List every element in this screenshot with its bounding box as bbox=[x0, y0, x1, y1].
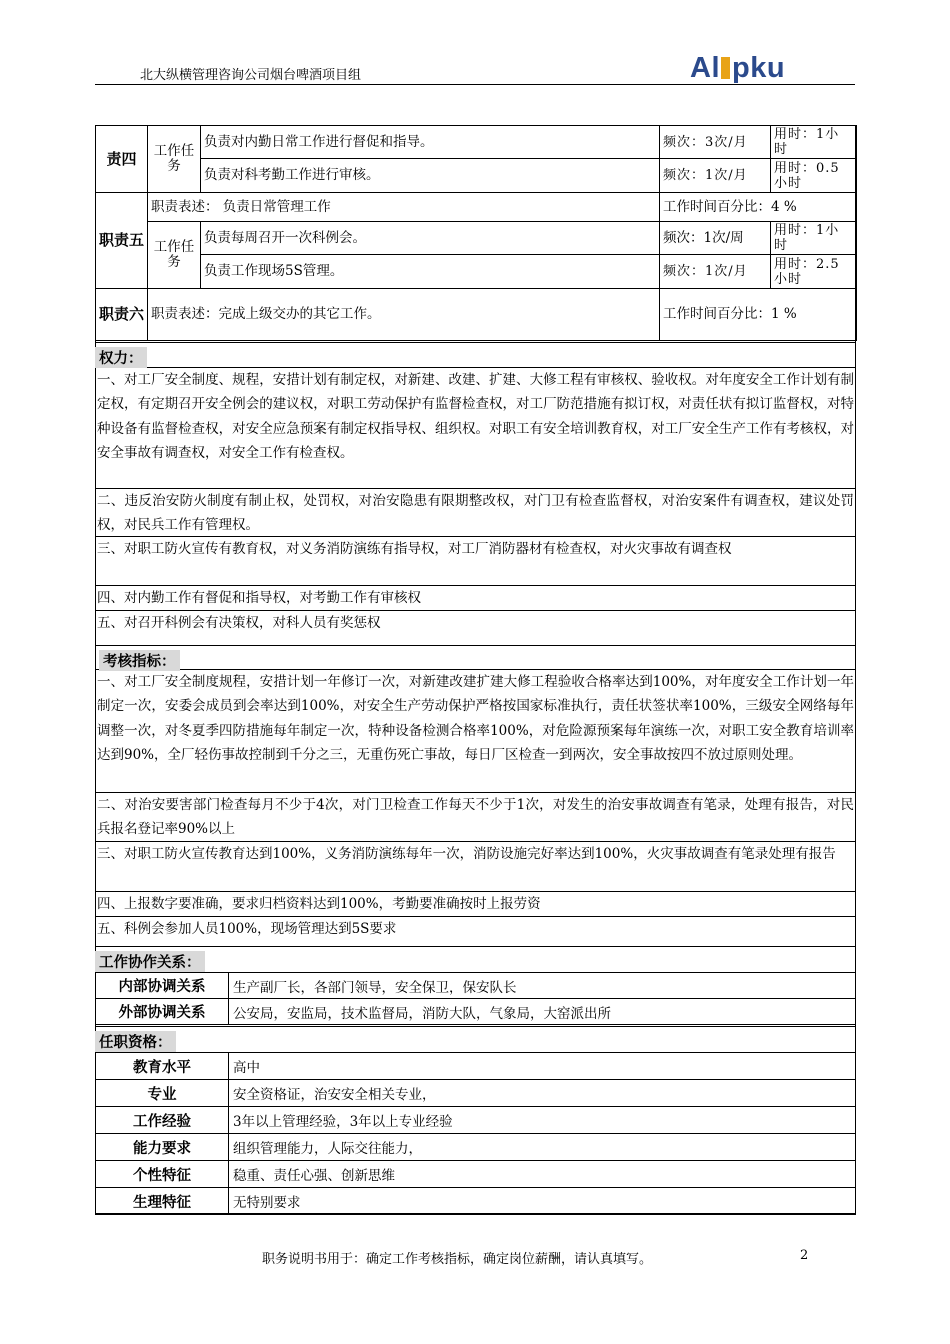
power-item-5: 五、对召开科例会有决策权，对科人员有奖惩权 bbox=[95, 610, 856, 635]
duty-6-desc: 职责表述：完成上级交办的其它工作。 bbox=[148, 289, 660, 341]
duty-4-task-2-time: 用时：0.5小时 bbox=[771, 159, 857, 193]
qual-ability-label: 能力要求 bbox=[96, 1134, 229, 1161]
coop-table bbox=[95, 972, 856, 1025]
duty-6-pct: 工作时间百分比：1 % bbox=[660, 289, 857, 341]
qual-experience-value: 3年以上管理经验，3年以上专业经验 bbox=[229, 1107, 856, 1134]
coop-internal-label: 内部协调关系 bbox=[96, 973, 229, 999]
logo-right: pku bbox=[732, 52, 786, 84]
duties-table bbox=[95, 125, 857, 341]
logo-bar bbox=[721, 57, 730, 79]
duty-4-task-1: 负责对内勤日常工作进行督促和指导。 bbox=[201, 126, 660, 159]
power-item-2: 二、违反治安防火制度有制止权，处罚权，对治安隐患有限期整改权，对门卫有检查监督权，对治安案件有调查权，建议处罚权，对民兵工作有管理权。 bbox=[95, 488, 856, 536]
page-number: 2 bbox=[800, 1248, 809, 1263]
duty-5-task-1-freq: 频次：1次/周 bbox=[660, 222, 771, 255]
duty-5-pct: 工作时间百分比：4 % bbox=[660, 193, 857, 222]
duty-4-label: 责四 bbox=[96, 126, 148, 193]
coop-external-label: 外部协调关系 bbox=[96, 999, 229, 1025]
coop-internal-value: 生产副厂长，各部门领导，安全保卫，保安队长 bbox=[229, 973, 856, 999]
coop-header bbox=[95, 946, 856, 972]
kpi-title: 考核指标： bbox=[99, 650, 180, 671]
powers-section bbox=[95, 342, 856, 635]
coop-title: 工作协作关系： bbox=[95, 951, 205, 972]
kpi-item-2: 二、对治安要害部门检查每月不少于4次，对门卫检查工作每天不少于1次，对发生的治安事故调查有笔录，处理有报告，对民兵报名登记率90%以上 bbox=[95, 792, 856, 841]
kpi-item-1: 一、对工厂安全制度规程，安措计划一年修订一次，对新建改建扩建大修工程验收合格率达到100%，对年度安全工作计划一年制定一次，安委会成员到会率达到100%，对安全生产劳动保护严格按国家标准执行，责任状签状率100%，三级安全网络每年调整一次，对冬夏季四防措施每年制定一次，特种设备检测合格率100%，对危险源预案每年演练一次，对职工安全教育培训率达到90%，全厂轻伤事故控制到千分之三，无重伤死亡事故，每日厂区检查一到两次，安全事故按四不放过原则处理。 bbox=[97, 674, 854, 763]
kpi-item-3: 三、对职工防火宣传教育达到100%，义务消防演练每年一次，消防设施完好率达到100%，火灾事故调查有笔录处理有报告 bbox=[95, 841, 856, 891]
qual-physical-value: 无特别要求 bbox=[229, 1188, 856, 1215]
company-logo bbox=[690, 52, 785, 85]
qual-title: 任职资格： bbox=[95, 1031, 176, 1052]
duty-4-task-2-freq: 频次：1次/月 bbox=[660, 159, 771, 193]
duty-4-task-1-time: 用时：1小时 bbox=[771, 126, 857, 159]
duty-5-task-label: 工作任务 bbox=[148, 222, 201, 289]
duty-5-task-2-freq: 频次：1次/月 bbox=[660, 255, 771, 289]
footer-note: 职务说明书用于：确定工作考核指标，确定岗位薪酬，请认真填写。 bbox=[262, 1252, 653, 1267]
duty-5-task-1-time: 用时：1小时 bbox=[771, 222, 857, 255]
duty-5-label: 职责五 bbox=[96, 193, 148, 289]
qual-header bbox=[95, 1026, 856, 1052]
duty-5-task-1: 负责每周召开一次科例会。 bbox=[201, 222, 660, 255]
logo-left: Al bbox=[690, 52, 720, 84]
duty-5-desc: 职责表述： 负责日常管理工作 bbox=[148, 193, 660, 222]
kpi-section bbox=[95, 645, 856, 941]
qual-education-label: 教育水平 bbox=[96, 1053, 229, 1080]
power-item-4: 四、对内勤工作有督促和指导权，对考勤工作有审核权 bbox=[95, 585, 856, 610]
power-item-1: 一、对工厂安全制度、规程，安措计划有制定权，对新建、改建、扩建、大修工程有审核权、验收权。对年度安全工作计划有制定权，有定期召开安全例会的建议权，对职工劳动保护有监督检查权，对工厂防范措施有拟订权，对责任状有拟订监督权，对特种设备有监督检查权，对安全应急预案有制定权指导权、组织权。对职工有安全培训教育权，对工厂安全生产工作有考核权，对安全事故有调查权，对安全工作有检查权。 bbox=[97, 372, 854, 461]
qual-major-value: 安全资格证，治安安全相关专业， bbox=[229, 1080, 856, 1107]
qual-ability-value: 组织管理能力，人际交往能力， bbox=[229, 1134, 856, 1161]
qual-personality-value: 稳重、责任心强、创新思维 bbox=[229, 1161, 856, 1188]
qual-experience-label: 工作经验 bbox=[96, 1107, 229, 1134]
qual-major-label: 专业 bbox=[96, 1080, 229, 1107]
kpi-item-4: 四、上报数字要准确，要求归档资料达到100%，考勤要准确按时上报劳资 bbox=[95, 891, 856, 916]
kpi-item-5: 五、科例会参加人员100%，现场管理达到5S要求 bbox=[95, 916, 856, 941]
duty-4-task-label: 工作任务 bbox=[148, 126, 201, 193]
qual-table bbox=[95, 1052, 856, 1215]
qual-personality-label: 个性特征 bbox=[96, 1161, 229, 1188]
duty-5-task-2-time: 用时：2.5小时 bbox=[771, 255, 857, 289]
duty-6-label: 职责六 bbox=[96, 289, 148, 341]
header-org: 北大纵横管理咨询公司烟台啤酒项目组 bbox=[140, 68, 362, 83]
power-item-3: 三、对职工防火宣传有教育权，对义务消防演练有指导权，对工厂消防器材有检查权，对火灾事故有调查权 bbox=[95, 536, 856, 585]
header-rule bbox=[95, 84, 855, 85]
powers-title: 权力： bbox=[95, 347, 147, 368]
duty-4-task-1-freq: 频次：3次/月 bbox=[660, 126, 771, 159]
coop-external-value: 公安局，安监局，技术监督局，消防大队，气象局，大窑派出所 bbox=[229, 999, 856, 1025]
duty-5-task-2: 负责工作现场5S管理。 bbox=[201, 255, 660, 289]
qual-physical-label: 生理特征 bbox=[96, 1188, 229, 1215]
duty-4-task-2: 负责对科考勤工作进行审核。 bbox=[201, 159, 660, 193]
qual-education-value: 高中 bbox=[229, 1053, 856, 1080]
